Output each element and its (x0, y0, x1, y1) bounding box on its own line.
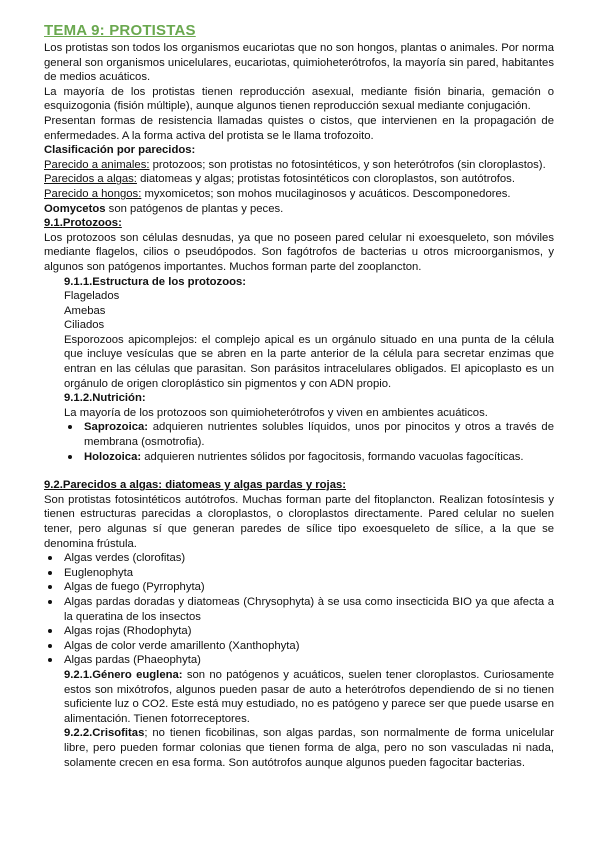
section-9-2-2-heading: 9.2.2.Crisofitas (64, 727, 145, 740)
document-title: TEMA 9: PROTISTAS (44, 22, 196, 39)
nutrition-item-saprozoica (44, 420, 554, 449)
section-9-1-1 (44, 275, 554, 421)
oomycetos-line (44, 202, 554, 217)
section-9-2-1 (64, 668, 554, 726)
classification-algae-text: diatomeas y algas; protistas fotosintéticos con cloroplastos, son autótrofos. (136, 173, 515, 186)
section-9-1-text: Los protozoos son células desnudas, ya que no poseen pared celular ni exoesqueleto, son móviles mediante flagelos, cilios o pseudópodos. Son fagótrofos de bacterias u otros microorganismos, y algunos son patógenos importantes. Muchos forman parte del zooplancton. (44, 231, 554, 273)
algae-list (44, 551, 554, 668)
classification-fungi-text: myxomicetos; son mohos mucilaginosos y acuáticos. Descomponedores. (141, 187, 511, 200)
section-9-2-2-text: ; no tienen ficobilinas, son algas pardas, son normalmente de forma unicelular libre, pero pueden formar colonias que tienen forma de alga, pero no son vasculadas ni nada, solamente crecen en esa forma. Son autótrofos aunque algunos pueden fagocitar bacterias. (64, 727, 554, 769)
section-9-1-heading: 9.1.Protozoos: (44, 217, 122, 230)
nutrition-desc: adquieren nutrientes sólidos por fagocitosis, formando vacuolas fagocíticas. (141, 450, 524, 463)
section-9-2-heading: 9.2.Parecidos a algas: diatomeas y algas pardas y rojas: (44, 479, 347, 492)
algae-item: Euglenophyta (44, 566, 554, 581)
nutrition-item-holozoica (44, 450, 554, 465)
section-9-1-2-text: La mayoría de los protozoos son quimioheterótrofos y viven en ambientes acuáticos. (64, 406, 488, 419)
algae-item: Algas de fuego (Pyrrophyta) (44, 580, 554, 595)
section-9-2-1-text: son no patógenos y acuáticos, suelen tener cloroplastos. Curiosamente estos son mixótrofos, algunos pueden pasar de auto a heterótrofos dependiendo de si no tienen suficiente luz o CO2. Este está muy estudiado, no es patógeno y parece ser que puede usarse en alimentación. Tienen fotorreceptores. (64, 668, 554, 725)
section-9-1-2-heading: 9.1.2.Nutrición: (64, 392, 146, 405)
classification-heading: Clasificación por parecidos: (44, 144, 196, 157)
intro-paragraph-1: Los protistas son todos los organismos eucariotas que no son hongos, plantas o animales. Por norma general son organismos unicelulares, eucariotas, quimioheterótrofos, la mayoría sin pared, habitantes de medios acuáticos. (44, 42, 554, 84)
classification-fungi (44, 187, 554, 202)
section-9-2-1-heading: 9.2.1.Género euglena: (64, 668, 183, 681)
protozoa-type-flagelados: Flagelados (64, 290, 120, 303)
nutrition-term: Holozoica: (84, 450, 142, 463)
algae-item: Algas de color verde amarillento (Xanthophyta) (44, 639, 554, 654)
classification-animals-text: protozoos; son protistas no fotosintéticos, y son heterótrofos (sin cloroplastos). (149, 158, 546, 171)
classification-animals (44, 158, 554, 173)
algae-item: Algas verdes (clorofitas) (44, 551, 554, 566)
section-9-2-subsections (44, 668, 554, 770)
oomycetos-term: Oomycetos (44, 202, 106, 215)
section-9-2-2 (64, 726, 554, 770)
classification-algae-label: Parecidos a algas: (44, 173, 137, 186)
protozoa-type-amebas: Amebas (64, 304, 106, 317)
classification-algae (44, 172, 554, 187)
section-9-2-text: Son protistas fotosintéticos autótrofos. Muchas forman parte del fitoplancton. Realizan fotosíntesis y tienen estructuras parecidas a cloroplastos, o cloroplastos directamente. Pared celular no suelen tener, pero algunas sí que generan paredes de sílice tipo exoesqueleto de sílice, a la que se denomina frústula. (44, 493, 554, 550)
classification-animals-label: Parecido a animales: (44, 158, 150, 171)
algae-item: Algas rojas (Rhodophyta) (44, 624, 554, 639)
nutrition-list (44, 420, 554, 464)
protozoa-type-ciliados: Ciliados (64, 319, 105, 332)
algae-item: Algas pardas (Phaeophyta) (44, 653, 554, 668)
classification-fungi-label: Parecido a hongos: (44, 187, 142, 200)
nutrition-desc: adquieren nutrientes solubles líquidos, unos por pinocitos y otros a través de membrana (osmotrofia). (84, 421, 554, 449)
esporozoos-paragraph: Esporozoos apicomplejos: el complejo apical es un orgánulo situado en una punta de la célula que incluye vesículas que se abren en la parte anterior de la célula para secretar enzimas que entran en las células que parasitan. Son parásitos intracelulares obligados. El apicoplasto es un orgánulo de origen cloroplástico sin pigmentos y con ADN propio. (64, 333, 554, 390)
nutrition-term: Saprozoica: (84, 421, 149, 434)
intro-paragraph-2: La mayoría de los protistas tienen reproducción asexual, mediante fisión binaria, gemación o esquizogonia (fisión múltiple), aunque algunos tienen reproducción sexual mediante conjugación. (44, 85, 554, 113)
intro-paragraph-3: Presentan formas de resistencia llamadas quistes o cistos, que intervienen en la propagación de enfermedades. A la forma activa del protista se le llama trofozoito. (44, 114, 554, 142)
spacer (44, 464, 554, 478)
section-9-1-1-heading: 9.1.1.Estructura de los protozoos: (64, 275, 247, 288)
document-page (44, 22, 554, 770)
algae-item: Algas pardas doradas y diatomeas (Chrysophyta) à se usa como insecticida BIO ya que afecta a la queratina de los insectos (44, 595, 554, 624)
oomycetos-text: son patógenos de plantas y peces. (105, 202, 284, 215)
